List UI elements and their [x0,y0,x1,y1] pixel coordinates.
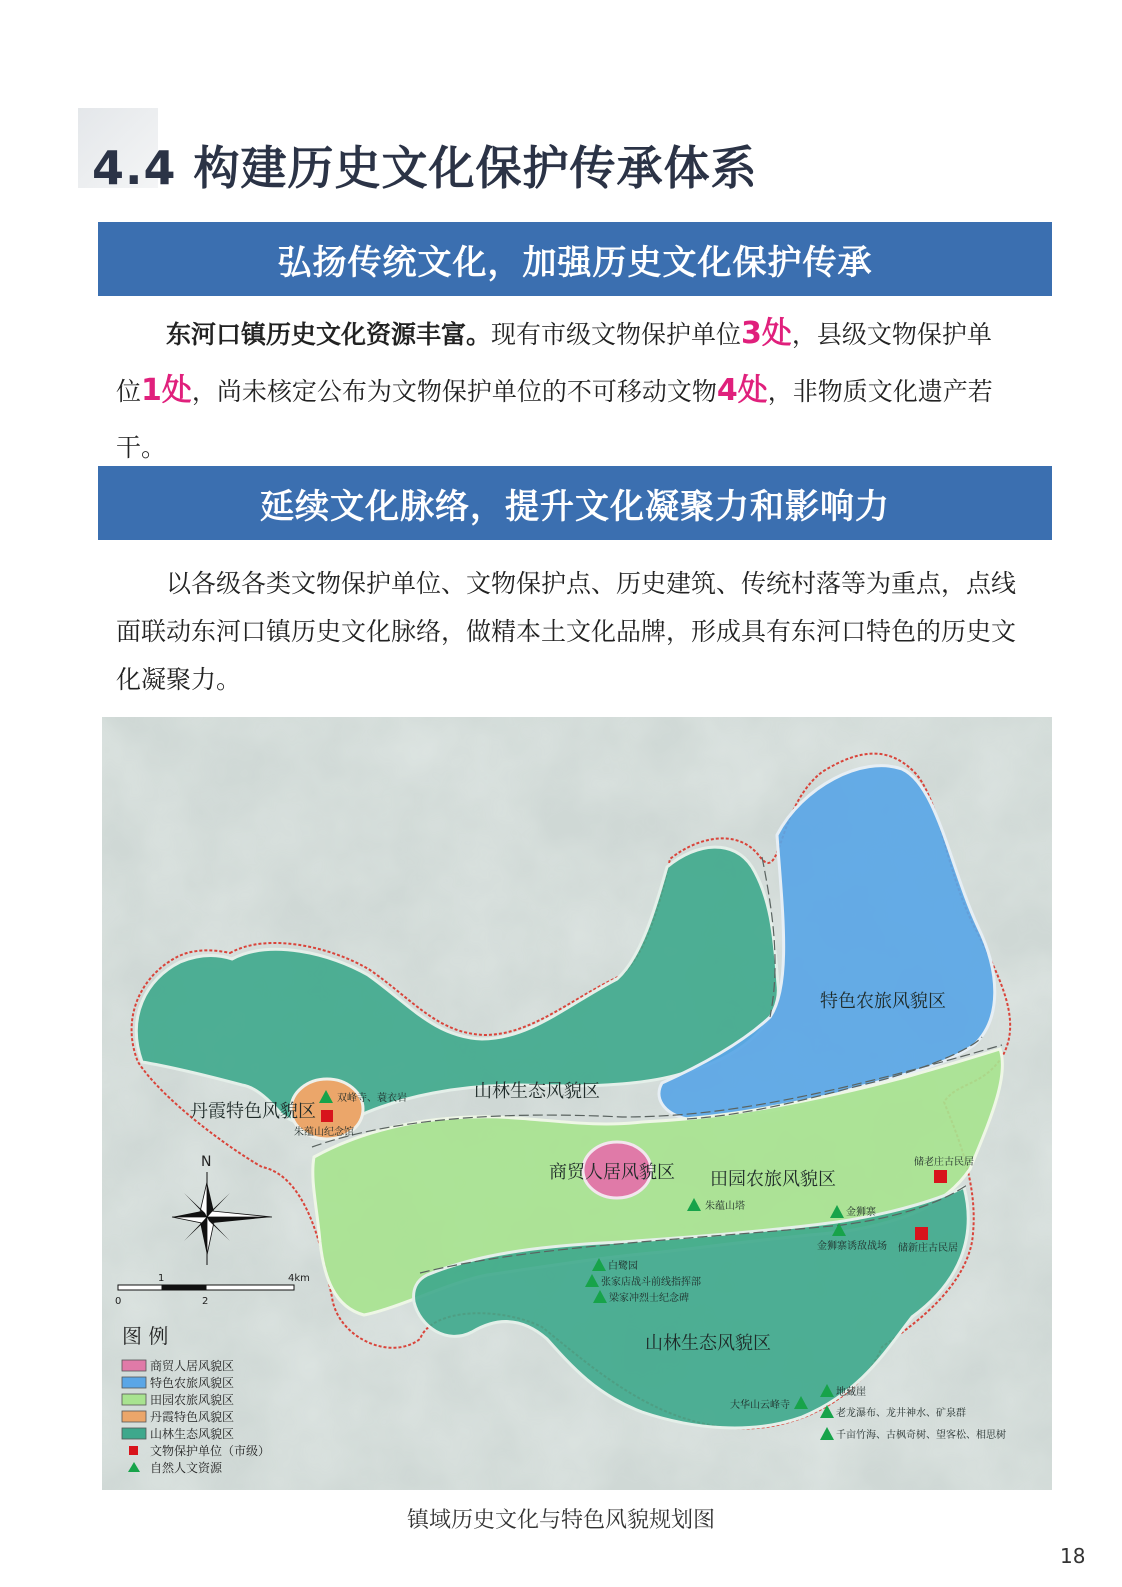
red-square-icon [934,1170,947,1183]
resource-label: 双峰寺、蓑衣岩 [337,1093,407,1104]
text-part: ，非物质文化遗产若干。 [116,377,993,462]
label-danxia: 丹霞特色风貌区 [190,1101,316,1122]
resource-label: 金狮寨诱敌战场 [817,1241,887,1252]
count-county-relics: 1处 [141,373,192,408]
resource-label: 地藏崖 [836,1387,866,1398]
compass-north-label: N [201,1154,212,1170]
resource-label: 白鹭园 [608,1261,638,1272]
label-pastoral: 田园农旅风貌区 [710,1169,836,1190]
count-city-relics: 3处 [741,316,792,351]
section-banner-heritage: 弘扬传统文化，加强历史文化保护传承 [98,222,1052,296]
scale-label: 4km [288,1273,310,1284]
page-number: 18 [1060,1544,1086,1568]
legend-label: 文物保护单位（市级） [150,1444,271,1458]
label-agri-tour: 特色农旅风貌区 [820,991,946,1012]
planning-map [102,717,1052,1490]
label-forest-south: 山林生态风貌区 [645,1333,771,1354]
text-part: 现有市级文物保护单位 [491,320,742,349]
resource-label: 千亩竹海、古枫奇树、望客松、相思树 [836,1430,1006,1441]
label-forest-north: 山林生态风貌区 [474,1081,600,1102]
label-commerce: 商贸人居风貌区 [549,1162,675,1183]
legend-title: 图 例 [122,1324,169,1348]
legend-label: 自然人文资源 [150,1461,223,1475]
legend-label: 特色农旅风貌区 [150,1376,235,1390]
resource-label: 金狮寨 [846,1207,876,1218]
legend-label: 丹霞特色风貌区 [150,1410,235,1424]
red-square-icon [321,1110,333,1122]
map-caption: 镇域历史文化与特色风貌规划图 [406,1508,715,1533]
relic-label: 朱蕴山纪念馆 [294,1127,354,1138]
text-part: ，县级文物保护单位 [116,320,992,406]
culture-paragraph: 以各级各类文物保护单位、文物保护点、历史建筑、传统村落等为重点，点线面联动东河口镇历史文化脉络，做精本土文化品牌，形成具有东河口特色的历史文化凝聚力。 [116,569,1017,694]
relic-label: 储老庄古民居 [914,1157,974,1168]
legend-label: 山林生态风貌区 [150,1427,235,1441]
swatch-danxia [122,1411,146,1422]
resource-label: 梁家冲烈士纪念碑 [609,1293,689,1304]
relic-label: 储新庄古民居 [898,1243,958,1254]
swatch-commerce [122,1360,146,1371]
resource-label: 张家店战斗前线指挥部 [601,1277,701,1288]
scale-label: 2 [202,1296,209,1307]
text-part: ，尚未核定公布为文物保护单位的不可移动文物 [191,377,717,406]
resource-label: 朱蕴山塔 [705,1201,745,1212]
resource-label: 大华山云峰寺 [730,1400,790,1411]
section-banner-culture: 延续文化脉络，提升文化凝聚力和影响力 [98,466,1052,540]
legend-label: 田园农旅风貌区 [150,1393,235,1407]
swatch-pastoral [122,1394,146,1405]
page-title: 4.4 构建历史文化保护传承体系 [92,141,758,195]
swatch-agri-tour [122,1377,146,1388]
count-immovable-relics: 4处 [716,373,768,408]
scale-label: 0 [115,1296,122,1307]
resource-label: 老龙瀑布、龙井神水、矿泉群 [836,1408,966,1419]
swatch-forest [122,1428,146,1439]
red-square-icon [915,1227,928,1240]
scale-label: 1 [158,1273,165,1284]
legend-label: 商贸人居风貌区 [150,1359,235,1373]
heritage-paragraph [116,306,1016,476]
lead-sentence: 东河口镇历史文化资源丰富。 [166,320,492,349]
red-square-icon [129,1446,138,1455]
